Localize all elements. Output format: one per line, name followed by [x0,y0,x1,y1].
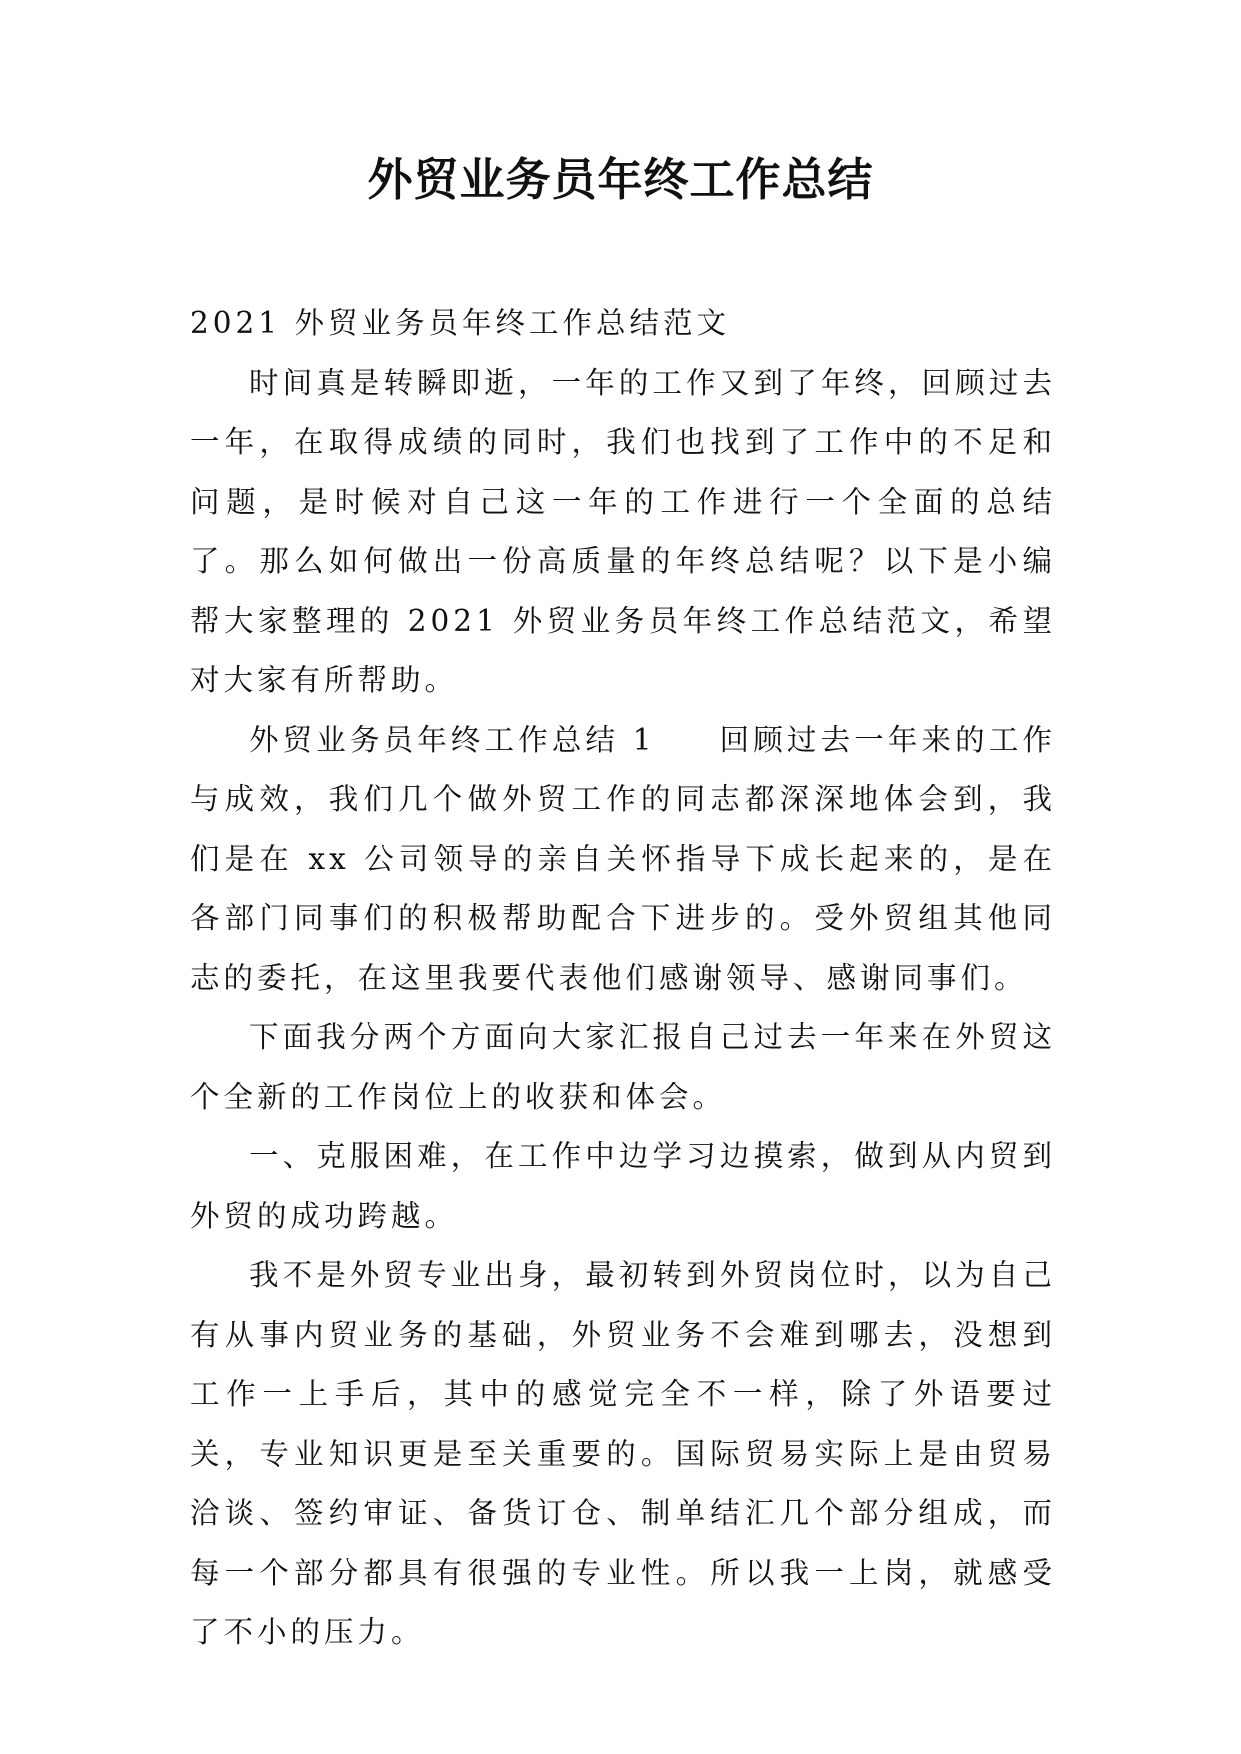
point-one-paragraph: 我不是外贸专业出身，最初转到外贸岗位时，以为自己有从事内贸业务的基础，外贸业务不会难到哪去，没想到工作一上手后，其中的感觉完全不一样，除了外语要过关，专业知识更是至关重要的。国际贸易实际上是由贸易洽谈、签约审证、备货订仓、制单结汇几个部分组成，而每一个部分都具有很强的专业性。所以我一上岗，就感受了不小的压力。 [190,1258,1056,1649]
document-subtitle: 2021 外贸业务员年终工作总结范文 [190,306,730,340]
intro-paragraph: 时间真是转瞬即逝，一年的工作又到了年终，回顾过去一年，在取得成绩的同时，我们也找到了工作中的不足和问题，是时候对自己这一年的工作进行一个全面的总结了。那么如何做出一份高质量的年终总结呢？以下是小编帮大家整理的 2021 外贸业务员年终工作总结范文，希望对大家有所帮助。 [190,365,1056,697]
section-1-heading: 外贸业务员年终工作总结 1 [249,722,656,757]
point-one-heading: 一、克服困难，在工作中边学习边摸索，做到从内贸到外贸的成功跨越。 [190,1139,1056,1233]
document-body [190,294,1056,1663]
section-1-paragraph [190,711,1056,1009]
document-title: 外贸业务员年终工作总结 [367,153,874,206]
report-overview-paragraph: 下面我分两个方面向大家汇报自己过去一年来在外贸这个全新的工作岗位上的收获和体会。 [190,1020,1056,1114]
section-1-text: 回顾过去一年来的工作与成效，我们几个做外贸工作的同志都深深地体会到，我们是在 xx 公司领导的亲自关怀指导下成长起来的，是在各部门同事们的积极帮助配合下进步的。受外贸组其他同志的委托，在这里我要代表他们感谢领导、感谢同事们。 [190,722,1056,995]
